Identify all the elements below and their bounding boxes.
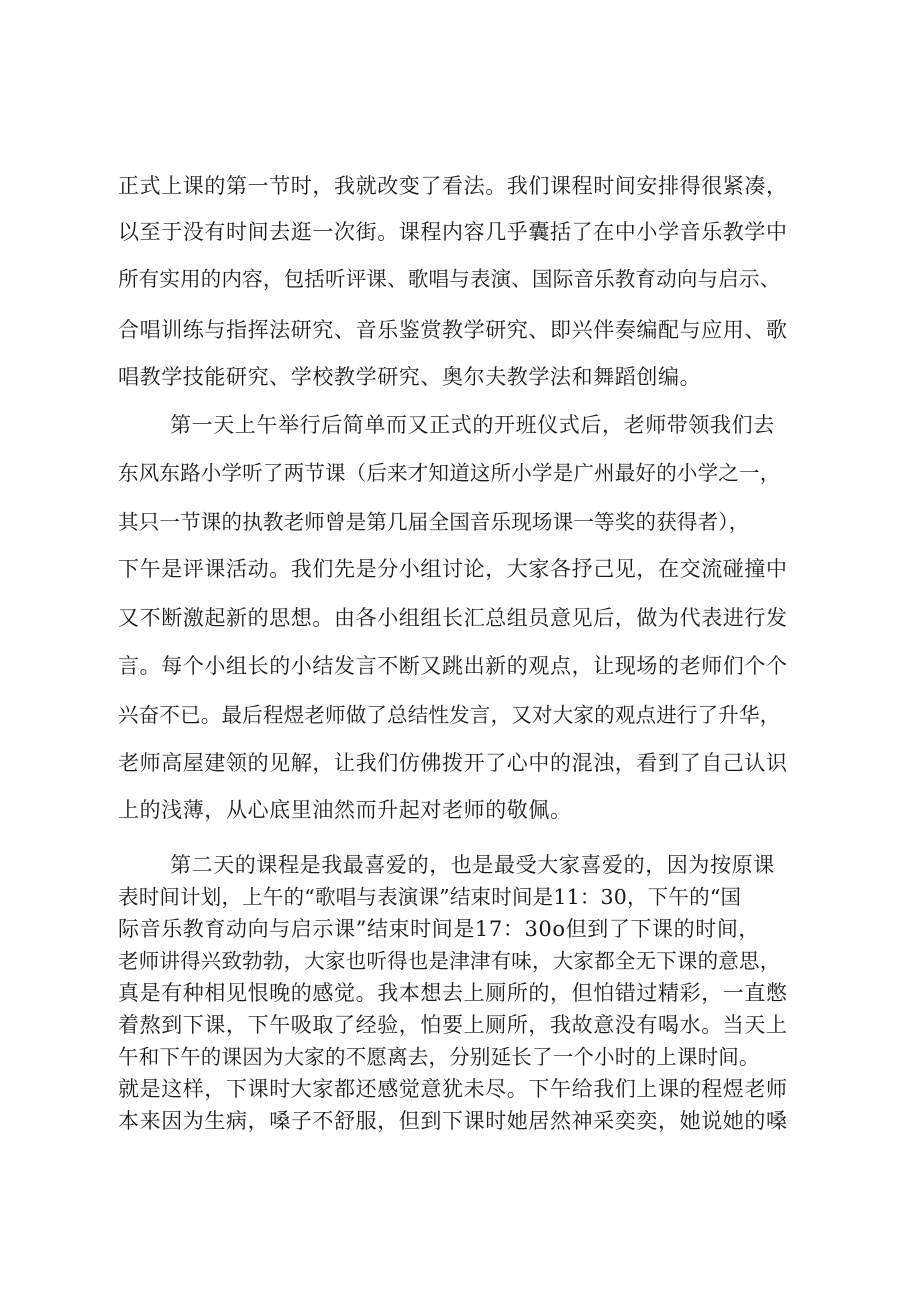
text-line: 老师高屋建领的见解，让我们仿佛拨开了心中的混浊，看到了自己认识 [118, 751, 788, 775]
text-line: 合唱训练与指挥法研究、音乐鉴赏教学研究、即兴伴奏编配与应用、歌 [118, 318, 788, 342]
text-line: 就是这样，下课时大家都还感觉意犹未尽。下午给我们上课的程煜老师 [118, 1077, 788, 1101]
text-line: 正式上课的第一节时，我就改变了看法。我们课程时间安排得很紧凑， [118, 174, 788, 198]
text-line: 午和下午的课因为大家的不愿离去，分别延长了一个小时的上课时间。 [118, 1045, 760, 1069]
text-line: 言。每个小组长的小结发言不断又跳出新的观点，让现场的老师们个个 [118, 654, 788, 678]
text-line: 以至于没有时间去逛一次街。课程内容几乎囊括了在中小学音乐教学中 [118, 220, 788, 244]
text-line: 上的浅薄，从心底里油然而升起对老师的敬佩。 [118, 798, 572, 822]
text-line: 真是有种相见恨晚的感觉。我本想去上厕所的，但怕错过精彩，一直憋 [118, 981, 788, 1005]
text-line: 表时间计划，上午的“歌唱与表演课”结束时间是11：30，下午的“国 [118, 885, 742, 909]
text-line: 所有实用的内容，包括听评课、歌唱与表演、国际音乐教育动向与启示、 [118, 267, 781, 291]
text-line: 际音乐教育动向与启示课”结束时间是17：30o但到了下课的时间， [118, 917, 761, 941]
text-line: 着熬到下课，下午吸取了经验，怕要上厕所，我故意没有喝水。当天上 [118, 1013, 788, 1037]
text-line: 本来因为生病，嗓子不舒服，但到下课时她居然神采奕奕，她说她的嗓 [118, 1109, 788, 1133]
text-line: 唱教学技能研究、学校教学研究、奥尔夫教学法和舞蹈创编。 [118, 365, 702, 389]
text-line: 又不断激起新的思想。由各小组组长汇总组员意见后，做为代表进行发 [118, 606, 788, 630]
text-line: 东风东路小学听了两节课（后来才知道这所小学是广州最好的小学之一， [118, 461, 781, 485]
text-line: 第二天的课程是我最喜爱的，也是最受大家喜爱的，因为按原课 [170, 853, 775, 877]
text-line: 其只一节课的执教老师曾是第几届全国音乐现场课一等奖的获得者）， [118, 510, 750, 534]
text-line: 下午是评课活动。我们先是分小组讨论，大家各抒己见，在交流碰撞中 [118, 557, 788, 581]
text-line: 老师讲得兴致勃勃，大家也听得也是津津有味，大家都全无下课的意思， [118, 949, 781, 973]
text-line: 兴奋不已。最后程煜老师做了总结性发言，又对大家的观点进行了升华， [118, 703, 781, 727]
text-line: 第一天上午举行后简单而又正式的开班仪式后，老师带领我们去 [170, 413, 775, 437]
